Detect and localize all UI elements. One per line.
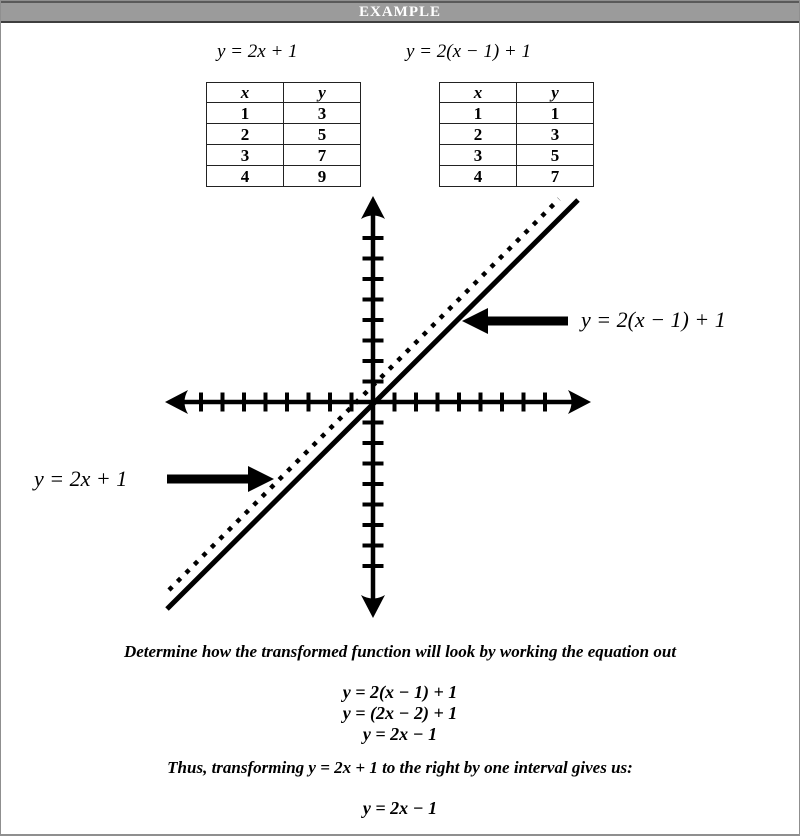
table-row — [440, 103, 594, 124]
table-row — [207, 166, 361, 187]
derivation-step-3: y = 2x − 1 — [362, 724, 438, 744]
table-cell: 1 — [207, 103, 284, 124]
table-cell: 5 — [517, 145, 594, 166]
table-cell: 7 — [517, 166, 594, 187]
original-function-table — [206, 82, 361, 187]
explanation-conclusion: Thus, transforming y = 2x + 1 to the right by one interval gives us: — [167, 758, 633, 777]
table-cell: 1 — [517, 103, 594, 124]
table-header-x: x — [440, 83, 517, 103]
coordinate-graph — [1, 191, 800, 621]
table-cell: 2 — [440, 124, 517, 145]
derivation-step-1: y = 2(x − 1) + 1 — [342, 682, 458, 702]
table-cell: 3 — [284, 103, 361, 124]
table-header-y: y — [517, 83, 594, 103]
result-equation: y = 2x − 1 — [362, 798, 438, 818]
table-cell: 2 — [207, 124, 284, 145]
table-cell: 3 — [207, 145, 284, 166]
table-cell: 4 — [440, 166, 517, 187]
solid-line-label: y = 2(x − 1) + 1 — [581, 307, 726, 332]
table-cell: 4 — [207, 166, 284, 187]
table-header-row — [440, 83, 594, 103]
transformed-function-table — [439, 82, 594, 187]
table-row — [207, 103, 361, 124]
table-cell: 1 — [440, 103, 517, 124]
arrow-to-solid-line-icon — [462, 308, 568, 334]
page-title: EXAMPLE — [359, 4, 441, 20]
header-bar — [1, 1, 799, 23]
table-row — [440, 145, 594, 166]
table-row — [440, 166, 594, 187]
equation-original: y = 2x + 1 — [217, 41, 298, 62]
table-cell: 7 — [284, 145, 361, 166]
table-row — [207, 124, 361, 145]
derivation-step-2: y = (2x − 2) + 1 — [342, 703, 458, 723]
table-cell: 9 — [284, 166, 361, 187]
table-row — [207, 145, 361, 166]
dotted-line-label: y = 2x + 1 — [34, 466, 128, 491]
table-header-x: x — [207, 83, 284, 103]
equation-transformed: y = 2(x − 1) + 1 — [406, 41, 531, 62]
table-cell: 3 — [440, 145, 517, 166]
explanation-intro: Determine how the transformed function will look by working the equation out — [123, 642, 677, 661]
table-header-y: y — [284, 83, 361, 103]
table-header-row — [207, 83, 361, 103]
table-cell: 5 — [284, 124, 361, 145]
arrow-to-dotted-line-icon — [167, 466, 274, 492]
table-row — [440, 124, 594, 145]
table-cell: 3 — [517, 124, 594, 145]
